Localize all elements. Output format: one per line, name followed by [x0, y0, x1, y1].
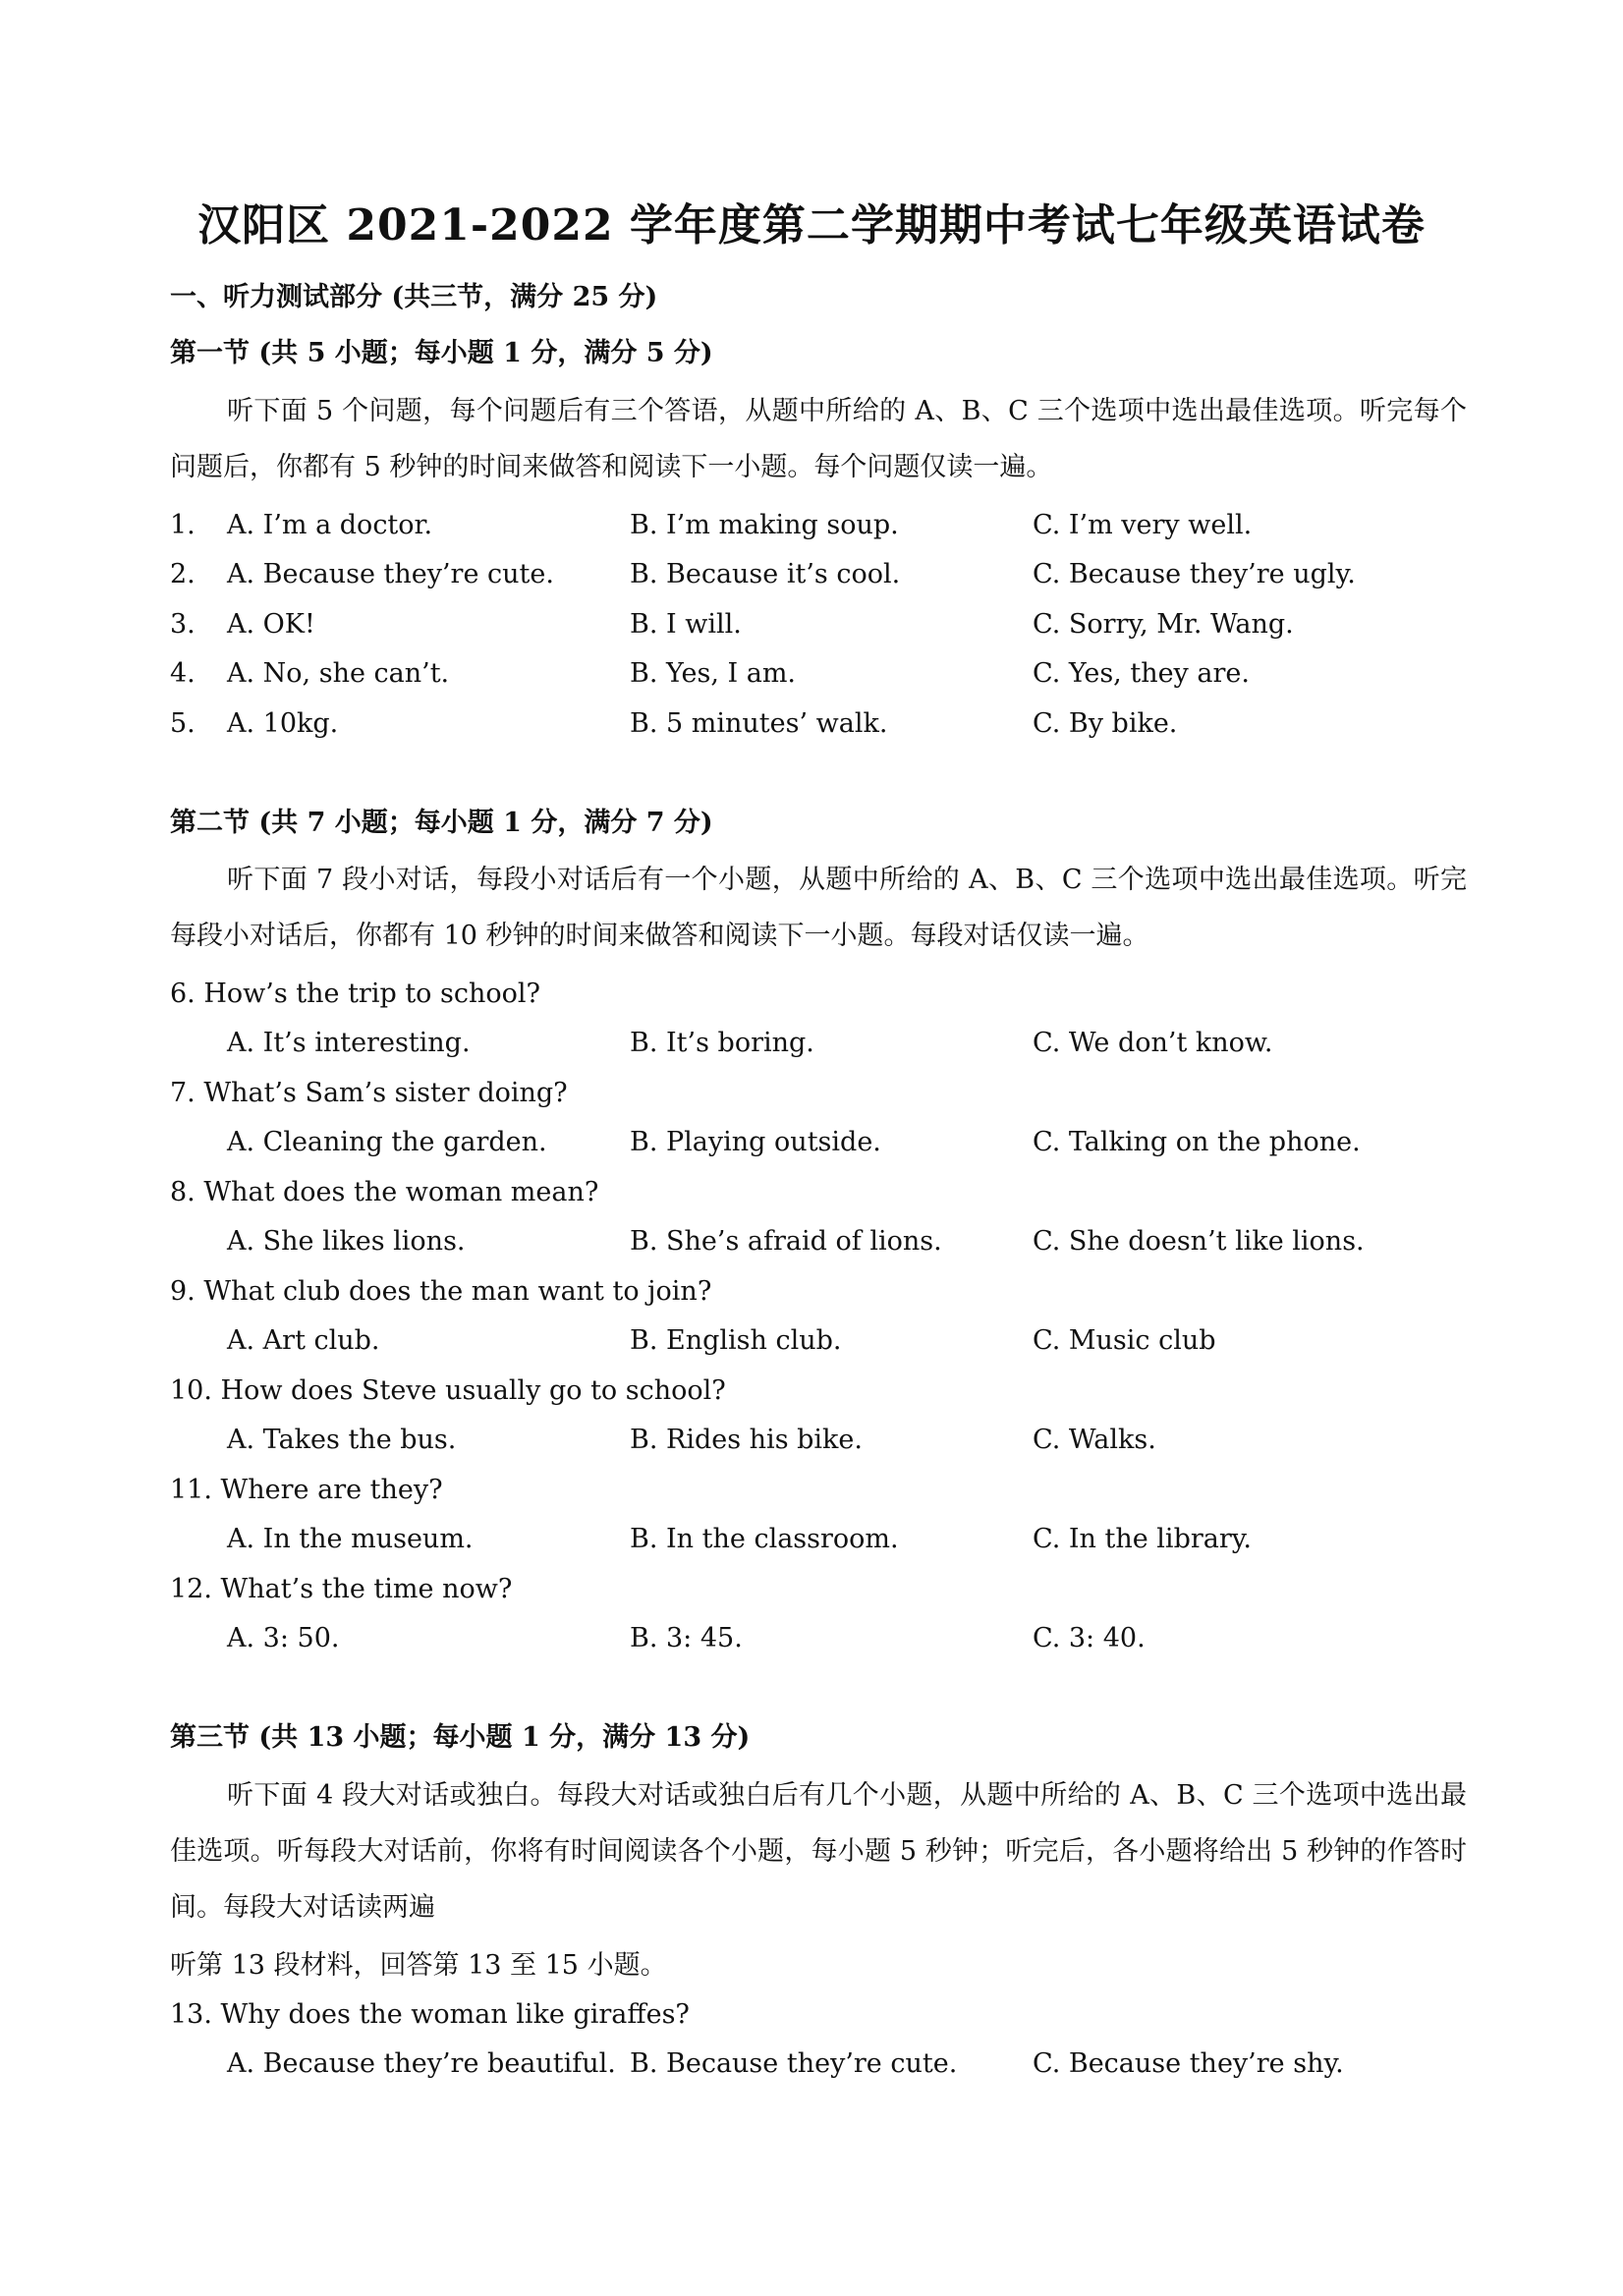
option-c: C. Walks.	[1033, 1425, 1156, 1455]
question-text: 6. How’s the trip to school?	[170, 979, 541, 1009]
option-c: C. In the library.	[1033, 1524, 1253, 1554]
option-a: A. Because they’re beautiful.	[227, 2048, 616, 2079]
section2-heading: 第二节 (共 7 小题；每小题 1 分，满分 7 分)	[170, 808, 713, 838]
item-number: 1.	[170, 510, 196, 540]
option-b: B. Because they’re cute.	[630, 2048, 958, 2079]
option-a: A. Cleaning the garden.	[227, 1127, 547, 1157]
option-c: C. Yes, they are.	[1033, 658, 1250, 689]
section1-instructions: 听下面 5 个问题，每个问题后有三个答语，从题中所给的 A、B、C 三个选项中选出最佳选项。听完每个问题后，你都有 5 秒钟的时间来做答和阅读下一小题。每个问题仅读一遍。	[170, 396, 1467, 482]
section3-instructions: 听下面 4 段大对话或独白。每段大对话或独白后有几个小题，从题中所给的 A、B、C 三个选项中选出最佳选项。听每段大对话前，你将有时间阅读各个小题，每小题 5 秒钟；听完后，各小题将给出 5 秒钟的作答时间。每段大对话读两遍	[170, 1780, 1467, 1923]
option-c: C. Because they’re shy.	[1033, 2048, 1344, 2079]
option-b: B. In the classroom.	[630, 1524, 899, 1554]
option-b: B. Because it’s cool.	[630, 559, 901, 589]
item-number: 2.	[170, 559, 196, 589]
question-text: 12. What’s the time now?	[170, 1574, 513, 1604]
material-note: 听第 13 段材料，回答第 13 至 15 小题。	[170, 1950, 667, 1981]
option-b: B. I will.	[630, 609, 742, 640]
option-c: C. 3: 40.	[1033, 1623, 1146, 1653]
option-c: C. Because they’re ugly.	[1033, 559, 1356, 589]
option-a: A. It’s interesting.	[227, 1028, 471, 1058]
option-c: C. We don’t know.	[1033, 1028, 1273, 1058]
question-text: 10. How does Steve usually go to school?	[170, 1375, 726, 1406]
section1-heading: 第一节 (共 5 小题；每小题 1 分，满分 5 分)	[170, 338, 713, 368]
option-b: B. I’m making soup.	[630, 510, 899, 540]
option-c: C. I’m very well.	[1033, 510, 1253, 540]
question-text: 7. What’s Sam’s sister doing?	[170, 1078, 568, 1108]
option-a: A. No, she can’t.	[227, 658, 450, 689]
option-a: A. Because they’re cute.	[227, 559, 554, 589]
item-number: 3.	[170, 609, 196, 640]
question-text: 13. Why does the woman like giraffes?	[170, 1999, 690, 2030]
option-a: A. 10kg.	[227, 708, 339, 739]
item-number: 4.	[170, 658, 196, 689]
option-b: B. 3: 45.	[630, 1623, 743, 1653]
option-a: A. She likes lions.	[227, 1226, 466, 1257]
option-c: C. Music club	[1033, 1325, 1216, 1356]
option-b: B. Rides his bike.	[630, 1425, 863, 1455]
option-a: A. Takes the bus.	[227, 1425, 457, 1455]
exam-title: 汉阳区 2021-2022 学年度第二学期期中考试七年级英语试卷	[197, 200, 1426, 251]
option-c: C. Talking on the phone.	[1033, 1127, 1361, 1157]
option-a: A. Art club.	[227, 1325, 380, 1356]
option-a: A. I’m a doctor.	[227, 510, 433, 540]
option-b: B. Yes, I am.	[630, 658, 797, 689]
question-text: 9. What club does the man want to join?	[170, 1276, 712, 1307]
option-b: B. English club.	[630, 1325, 842, 1356]
option-a: A. In the museum.	[227, 1524, 474, 1554]
section3-heading: 第三节 (共 13 小题；每小题 1 分，满分 13 分)	[170, 1722, 751, 1753]
option-b: B. Playing outside.	[630, 1127, 881, 1157]
option-b: B. She’s afraid of lions.	[630, 1226, 942, 1257]
item-number: 5.	[170, 708, 196, 739]
option-b: B. 5 minutes’ walk.	[630, 708, 888, 739]
option-a: A. 3: 50.	[227, 1623, 340, 1653]
part1-heading: 一、听力测试部分 (共三节，满分 25 分)	[170, 282, 658, 312]
option-c: C. Sorry, Mr. Wang.	[1033, 609, 1294, 640]
question-text: 11. Where are they?	[170, 1475, 443, 1505]
option-b: B. It’s boring.	[630, 1028, 814, 1058]
option-a: A. OK!	[227, 609, 315, 640]
section2-instructions: 听下面 7 段小对话，每段小对话后有一个小题，从题中所给的 A、B、C 三个选项中选出最佳选项。听完每段小对话后，你都有 10 秒钟的时间来做答和阅读下一小题。每段对话仅读一遍。	[170, 865, 1467, 951]
option-c: C. By bike.	[1033, 708, 1178, 739]
question-text: 8. What does the woman mean?	[170, 1177, 599, 1207]
option-c: C. She doesn’t like lions.	[1033, 1226, 1365, 1257]
